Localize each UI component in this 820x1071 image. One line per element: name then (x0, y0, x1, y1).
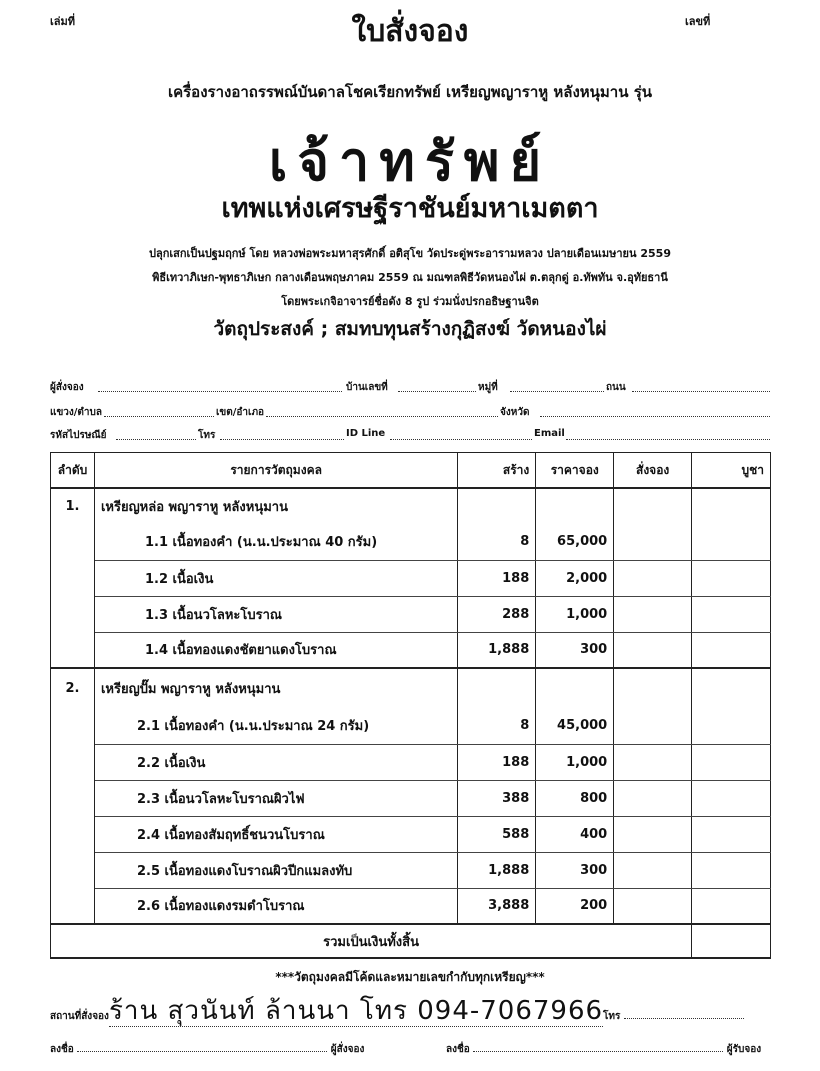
item-price: 400 (536, 816, 614, 852)
footer-note: ***วัตถุมงคลมีโค้ดและหมายเลขกำกับทุกเหรียญ*** (275, 970, 545, 984)
item-name: 2.2 เนื้อเงิน (94, 744, 457, 780)
shop-name: ร้าน สุวนันท์ ล้านนา โทร 094-7067966 (108, 996, 604, 1026)
col-header-price: ราคาจอง (536, 453, 614, 489)
worship-amount-cell[interactable] (692, 560, 771, 596)
order-qty-cell[interactable] (614, 852, 692, 888)
subdistrict-label: แขวง/ตำบล (50, 407, 103, 418)
col-header-created: สร้าง (458, 453, 536, 489)
order-qty-cell[interactable] (614, 816, 692, 852)
district-label: เขต/อำเภอ (216, 407, 265, 418)
group-row-2 (51, 668, 771, 708)
item-price: 1,000 (536, 596, 614, 632)
worship-amount-cell[interactable] (692, 816, 771, 852)
item-qty: 3,888 (458, 888, 536, 924)
order-place-phone-input[interactable] (624, 1018, 744, 1019)
order-qty-cell[interactable] (614, 888, 692, 924)
order-place-row (50, 990, 744, 1031)
table-row (51, 524, 771, 560)
order-qty-cell[interactable] (614, 744, 692, 780)
table-header-row (51, 453, 771, 489)
road-input[interactable] (632, 391, 770, 392)
group-title: เหรียญปั๊ม พญาราหู หลังหนุมาน (94, 668, 457, 708)
sign-role: ผู้สั่งจอง (330, 1044, 365, 1055)
province-label: จังหวัด (500, 407, 530, 418)
table-row (51, 632, 771, 668)
item-name: 2.4 เนื้อทองสัมฤทธิ์ชนวนโบราณ (94, 816, 457, 852)
group-row-1 (51, 488, 771, 524)
purpose-line: วัตถุประสงค์ ; สมทบทุนสร้างกุฏิสงฆ์ วัดหนองไผ่ (213, 318, 607, 340)
address-row-1 (50, 380, 770, 394)
col-header-order: สั่งจอง (614, 453, 692, 489)
order-table (50, 452, 771, 959)
email-label: Email (534, 428, 565, 439)
receiver-signature-input[interactable] (473, 1051, 723, 1052)
subdistrict-input[interactable] (104, 416, 214, 417)
item-price: 45,000 (536, 708, 614, 744)
item-qty: 188 (458, 744, 536, 780)
item-name: 2.5 เนื้อทองแดงโบราณผิวปีกแมลงทับ (94, 852, 457, 888)
item-price: 2,000 (536, 560, 614, 596)
order-qty-cell[interactable] (614, 560, 692, 596)
item-price: 800 (536, 780, 614, 816)
ceremony-detail-1: ปลุกเสกเป็นปฐมฤกษ์ โดย หลวงพ่อพระมหาสุรศักดิ์ อติสุโข วัดประดู่พระอารามหลวง ปลายเดือนเมษายน 2559 (149, 247, 671, 260)
item-qty: 188 (458, 560, 536, 596)
item-price: 200 (536, 888, 614, 924)
moo-input[interactable] (510, 391, 604, 392)
item-name: 1.1 เนื้อทองคำ (น.น.ประมาณ 40 กรัม) (94, 524, 457, 560)
item-qty: 8 (458, 524, 536, 560)
phone-input[interactable] (220, 439, 344, 440)
worship-amount-cell[interactable] (692, 888, 771, 924)
item-name: 2.1 เนื้อทองคำ (น.น.ประมาณ 24 กรัม) (94, 708, 457, 744)
table-row (51, 744, 771, 780)
road-label: ถนน (606, 382, 626, 393)
postcode-input[interactable] (116, 439, 196, 440)
signature-receiver (446, 1042, 761, 1057)
table-row (51, 560, 771, 596)
order-qty-cell[interactable] (614, 524, 692, 560)
subtitle: เทพแห่งเศรษฐีราชันย์มหาเมตตา (221, 193, 599, 224)
order-qty-cell[interactable] (614, 780, 692, 816)
item-qty: 388 (458, 780, 536, 816)
item-qty: 8 (458, 708, 536, 744)
sign-role: ผู้รับจอง (726, 1044, 762, 1055)
email-input[interactable] (566, 439, 770, 440)
item-price: 300 (536, 632, 614, 668)
moo-label: หมู่ที่ (478, 382, 498, 393)
form-title: ใบสั่งจอง (351, 14, 469, 49)
table-row (51, 888, 771, 924)
orderer-input[interactable] (98, 391, 342, 392)
item-name: 1.2 เนื้อเงิน (94, 560, 457, 596)
order-place-label: สถานที่สั่งจอง (50, 1011, 109, 1022)
ceremony-detail-3: โดยพระเกจิอาจารย์ชื่อดัง 8 รูป ร่วมนั่งปรกอธิษฐานจิต (281, 295, 539, 308)
col-header-item: รายการวัตถุมงคล (94, 453, 457, 489)
id-line-label: ID Line (346, 428, 386, 439)
sign-label: ลงชื่อ (446, 1044, 470, 1055)
worship-amount-cell[interactable] (692, 524, 771, 560)
group-title: เหรียญหล่อ พญาราหู หลังหนุมาน (94, 488, 457, 524)
worship-amount-cell[interactable] (692, 744, 771, 780)
item-qty: 1,888 (458, 852, 536, 888)
item-name: 2.6 เนื้อทองแดงรมดำโบราณ (94, 888, 457, 924)
book-number-label: เล่มที่ (50, 15, 76, 28)
district-input[interactable] (266, 416, 498, 417)
table-row (51, 708, 771, 744)
province-input[interactable] (540, 416, 770, 417)
col-header-no: ลำดับ (51, 453, 95, 489)
orderer-label: ผู้สั่งจอง (50, 382, 84, 393)
order-qty-cell[interactable] (614, 632, 692, 668)
item-name: 2.3 เนื้อนวโลหะโบราณผิวไฟ (94, 780, 457, 816)
total-amount-cell[interactable] (692, 924, 771, 958)
item-price: 300 (536, 852, 614, 888)
postcode-label: รหัสไปรษณีย์ (50, 430, 107, 441)
item-price: 65,000 (536, 524, 614, 560)
signature-orderer (50, 1042, 364, 1057)
item-name: 1.4 เนื้อทองแดงชัตยาแดงโบราณ (94, 632, 457, 668)
ceremony-detail-2: พิธีเทวาภิเษก-พุทธาภิเษก กลางเดือนพฤษภาคม 2559 ณ มณฑลพิธีวัดหนองไผ่ ต.ตลุกดู่ อ.ทัพทัน จ.อุทัยธานี (152, 271, 668, 284)
group-no: 1. (51, 488, 95, 524)
worship-amount-cell[interactable] (692, 852, 771, 888)
main-title: เจ้าทรัพย์ (268, 129, 552, 193)
headline-line: เครื่องรางอาถรรพณ์บันดาลโชคเรียกทรัพย์ เหรียญพญาราหู หลังหนุมาน รุ่น (167, 83, 653, 101)
col-header-worship: บูชา (692, 453, 771, 489)
address-row-3 (50, 428, 770, 442)
item-price: 1,000 (536, 744, 614, 780)
worship-amount-cell[interactable] (692, 632, 771, 668)
order-qty-cell[interactable] (614, 708, 692, 744)
address-row-2 (50, 405, 770, 419)
table-row (51, 816, 771, 852)
id-line-input[interactable] (390, 439, 532, 440)
table-row (51, 852, 771, 888)
item-qty: 588 (458, 816, 536, 852)
serial-number-label: เลขที่ (685, 15, 711, 28)
table-row (51, 596, 771, 632)
house-no-label: บ้านเลขที่ (346, 382, 388, 393)
worship-amount-cell[interactable] (692, 708, 771, 744)
order-qty-cell[interactable] (614, 596, 692, 632)
group-no: 2. (51, 668, 95, 708)
phone-label: โทร (198, 430, 216, 441)
total-row (51, 924, 771, 958)
worship-amount-cell[interactable] (692, 596, 771, 632)
item-name: 1.3 เนื้อนวโลหะโบราณ (94, 596, 457, 632)
worship-amount-cell[interactable] (692, 780, 771, 816)
order-place-phone-label: โทร (603, 1011, 621, 1022)
item-qty: 1,888 (458, 632, 536, 668)
total-label: รวมเป็นเงินทั้งสิ้น (51, 924, 692, 958)
house-no-input[interactable] (398, 391, 476, 392)
sign-label: ลงชื่อ (50, 1044, 74, 1055)
item-qty: 288 (458, 596, 536, 632)
table-row (51, 780, 771, 816)
orderer-signature-input[interactable] (77, 1051, 327, 1052)
